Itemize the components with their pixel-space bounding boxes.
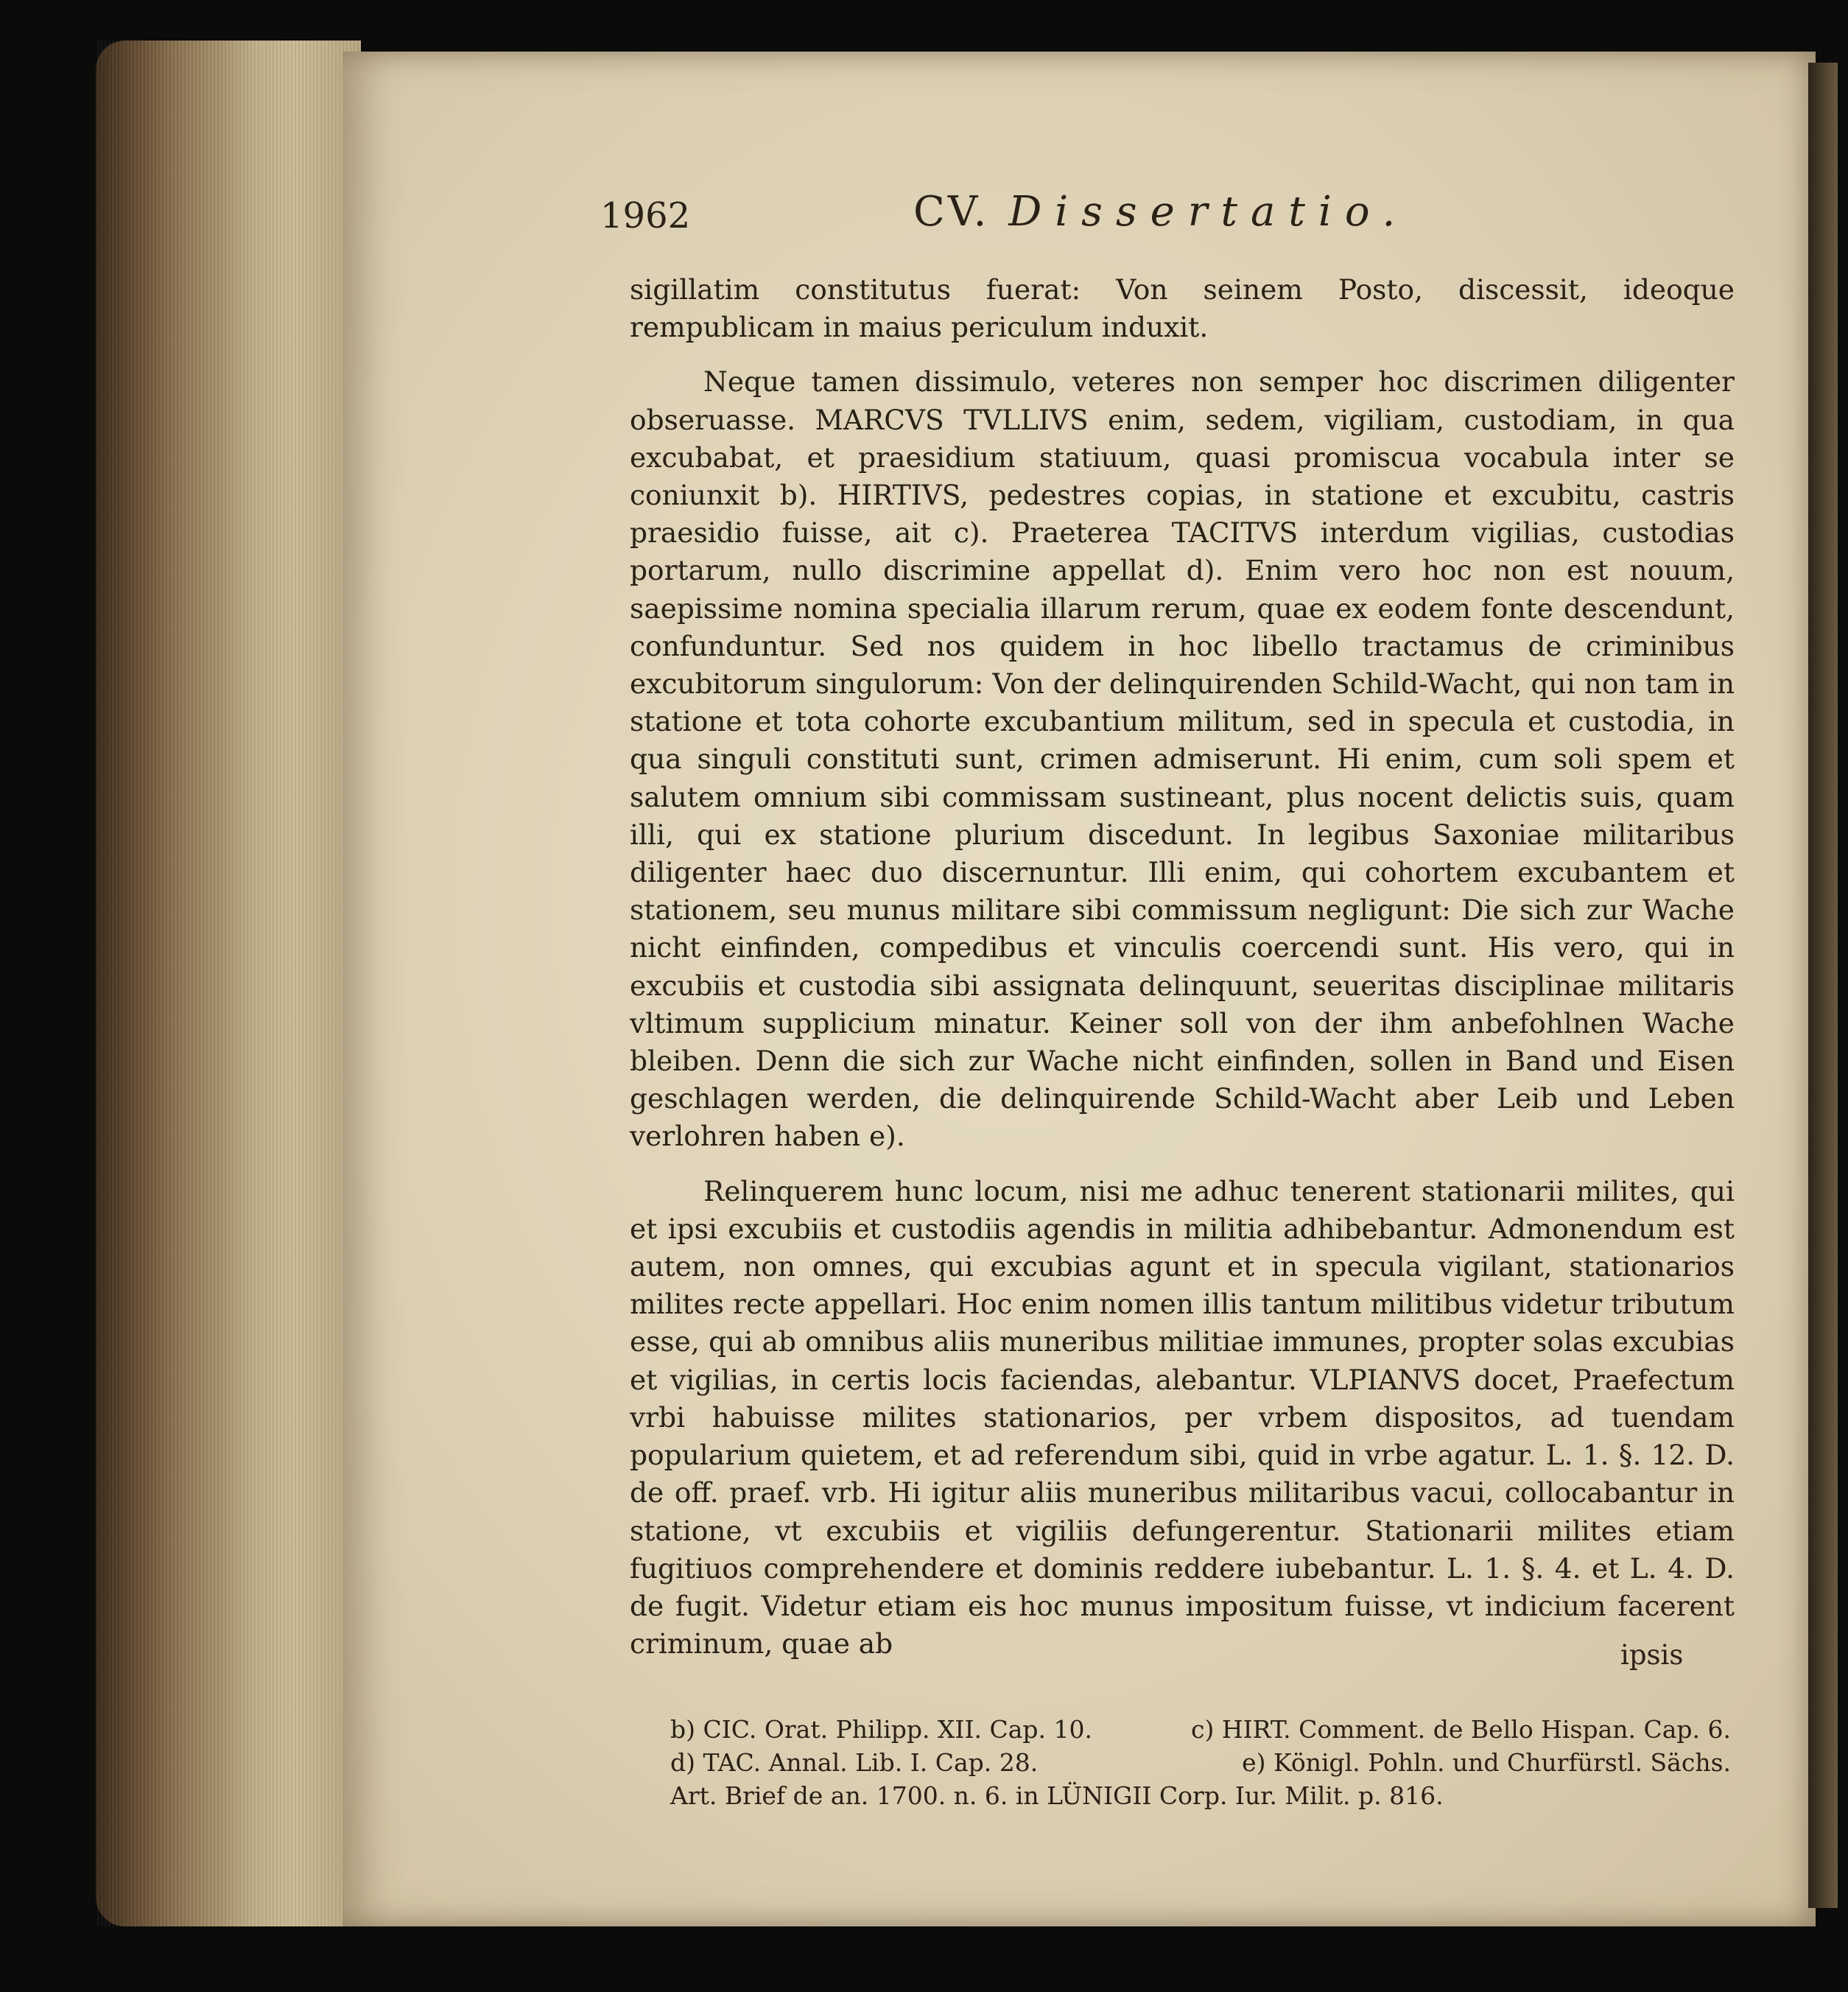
paragraph-continued: sigillatim constitutus fuerat: Von seinem Posto, discessit, ideoque rempublicam in maius periculum induxit. [630,273,1735,344]
footnote-e-continued: Art. Brief de an. 1700. n. 6. in LÜNIGII Corp. Iur. Milit. p. 816. [670,1781,1444,1810]
footnote-b: b) CIC. Orat. Philipp. XII. Cap. 10. [670,1715,1092,1744]
footnote-c: c) HIRT. Comment. de Bello Hispan. Cap. 6. [1191,1715,1731,1744]
body-text [630,271,1735,1680]
book-page-edges [96,41,361,1926]
running-title-prefix: CV. [913,188,990,236]
footnote-row [670,1746,1731,1779]
running-title [913,188,1408,236]
paragraph-stationarii: Relinquerem hunc locum, nisi me adhuc tenerent stationarii milites, qui et ipsi excubiis et custodiis agendis in militia adhibebantur. Admonendum est autem, non omnes, qui excubias agunt et in specula vigilant, stationarios milites recte appellari. Hoc enim nomen illis tantum militibus videtur tributum esse, qui ab omnibus aliis muneribus militiae immunes, propter solas excubias et vigilias, in certis locis faciendas, alebantur. VLPIANVS docet, Praefectum vrbi habuisse milites stationarios, per vrbem dispositos, ad tuendam popularium quietem, et ad referendum sibi, quid in vrbe agatur. L. 1. §. 12. D. de off. praef. vrb. Hi igitur aliis muneribus militaribus vacui, collocabantur in statione, vt excubiis et vigiliis defungerentur. Stationarii milites etiam fugitiuos comprehendere et dominis reddere iubebantur. L. 1. §. 4. et L. 4. D. de fugit. Videtur etiam eis hoc munus impositum fuisse, vt indicium facerent criminum, quae ab [630,1174,1735,1660]
footnote-e: e) Königl. Pohln. und Churfürstl. Sächs. [1242,1748,1731,1777]
footnote-d: d) TAC. Annal. Lib. I. Cap. 28. [670,1748,1039,1777]
page-number: 1962 [600,195,691,236]
paragraph-veteres: Neque tamen dissimulo, veteres non semper hoc discrimen diligenter obseruasse. MARCVS TVLLIVS enim, sedem, vigiliam, custodiam, in qua excubabat, et praesidium statiuum, quasi promiscua vocabula inter se coniunxit b). HIRTIVS, pedestres copias, in statione et excubitu, castris praesidio fuisse, ait c). Praeterea TACITVS interdum vigilias, custodias portarum, nullo discrimine appellat d). Enim vero hoc non est nouum, saepissime nomina specialia illarum rerum, quae ex eodem fonte descendunt, confunduntur. Sed nos quidem in hoc libello tractamus de criminibus excubitorum singulorum: Von der delinquirenden Schild-Wacht, qui non tam in statione et tota cohorte excubantium militum, sed in specula et custodia, in qua singuli constituti sunt, crimen admiserunt. Hi enim, cum soli spem et salutem omnium sibi commissam sustineant, plus nocent delictis suis, quam illi, qui ex statione plurium discedunt. In legibus Saxoniae militaribus diligenter haec duo discernuntur. Illi enim, qui cohortem excubantem et stationem, seu munus militare sibi commissum negligunt: Die sich zur Wache nicht einfinden, compedibus et vinculis coercendi sunt. His vero, qui in excubiis et custodia sibi assignata delinquunt, seueritas disciplinae militaris vltimum supplicium minatur. Keiner soll von der ihm anbefohlnen Wache bleiben. Denn die sich zur Wache nicht einfinden, sollen in Band und Eisen geschlagen werden, die delinquirende Schild-Wacht aber Leib und Leben verlohren haben e). [630,365,1735,1153]
footnote-row [670,1779,1731,1812]
footnotes [670,1713,1731,1812]
catchword: ipsis [1620,1639,1684,1671]
footnote-row [670,1713,1731,1746]
page-header [600,188,1705,239]
facing-page-edge [1808,63,1838,1908]
running-title-word: Dissertatio. [1008,188,1409,236]
